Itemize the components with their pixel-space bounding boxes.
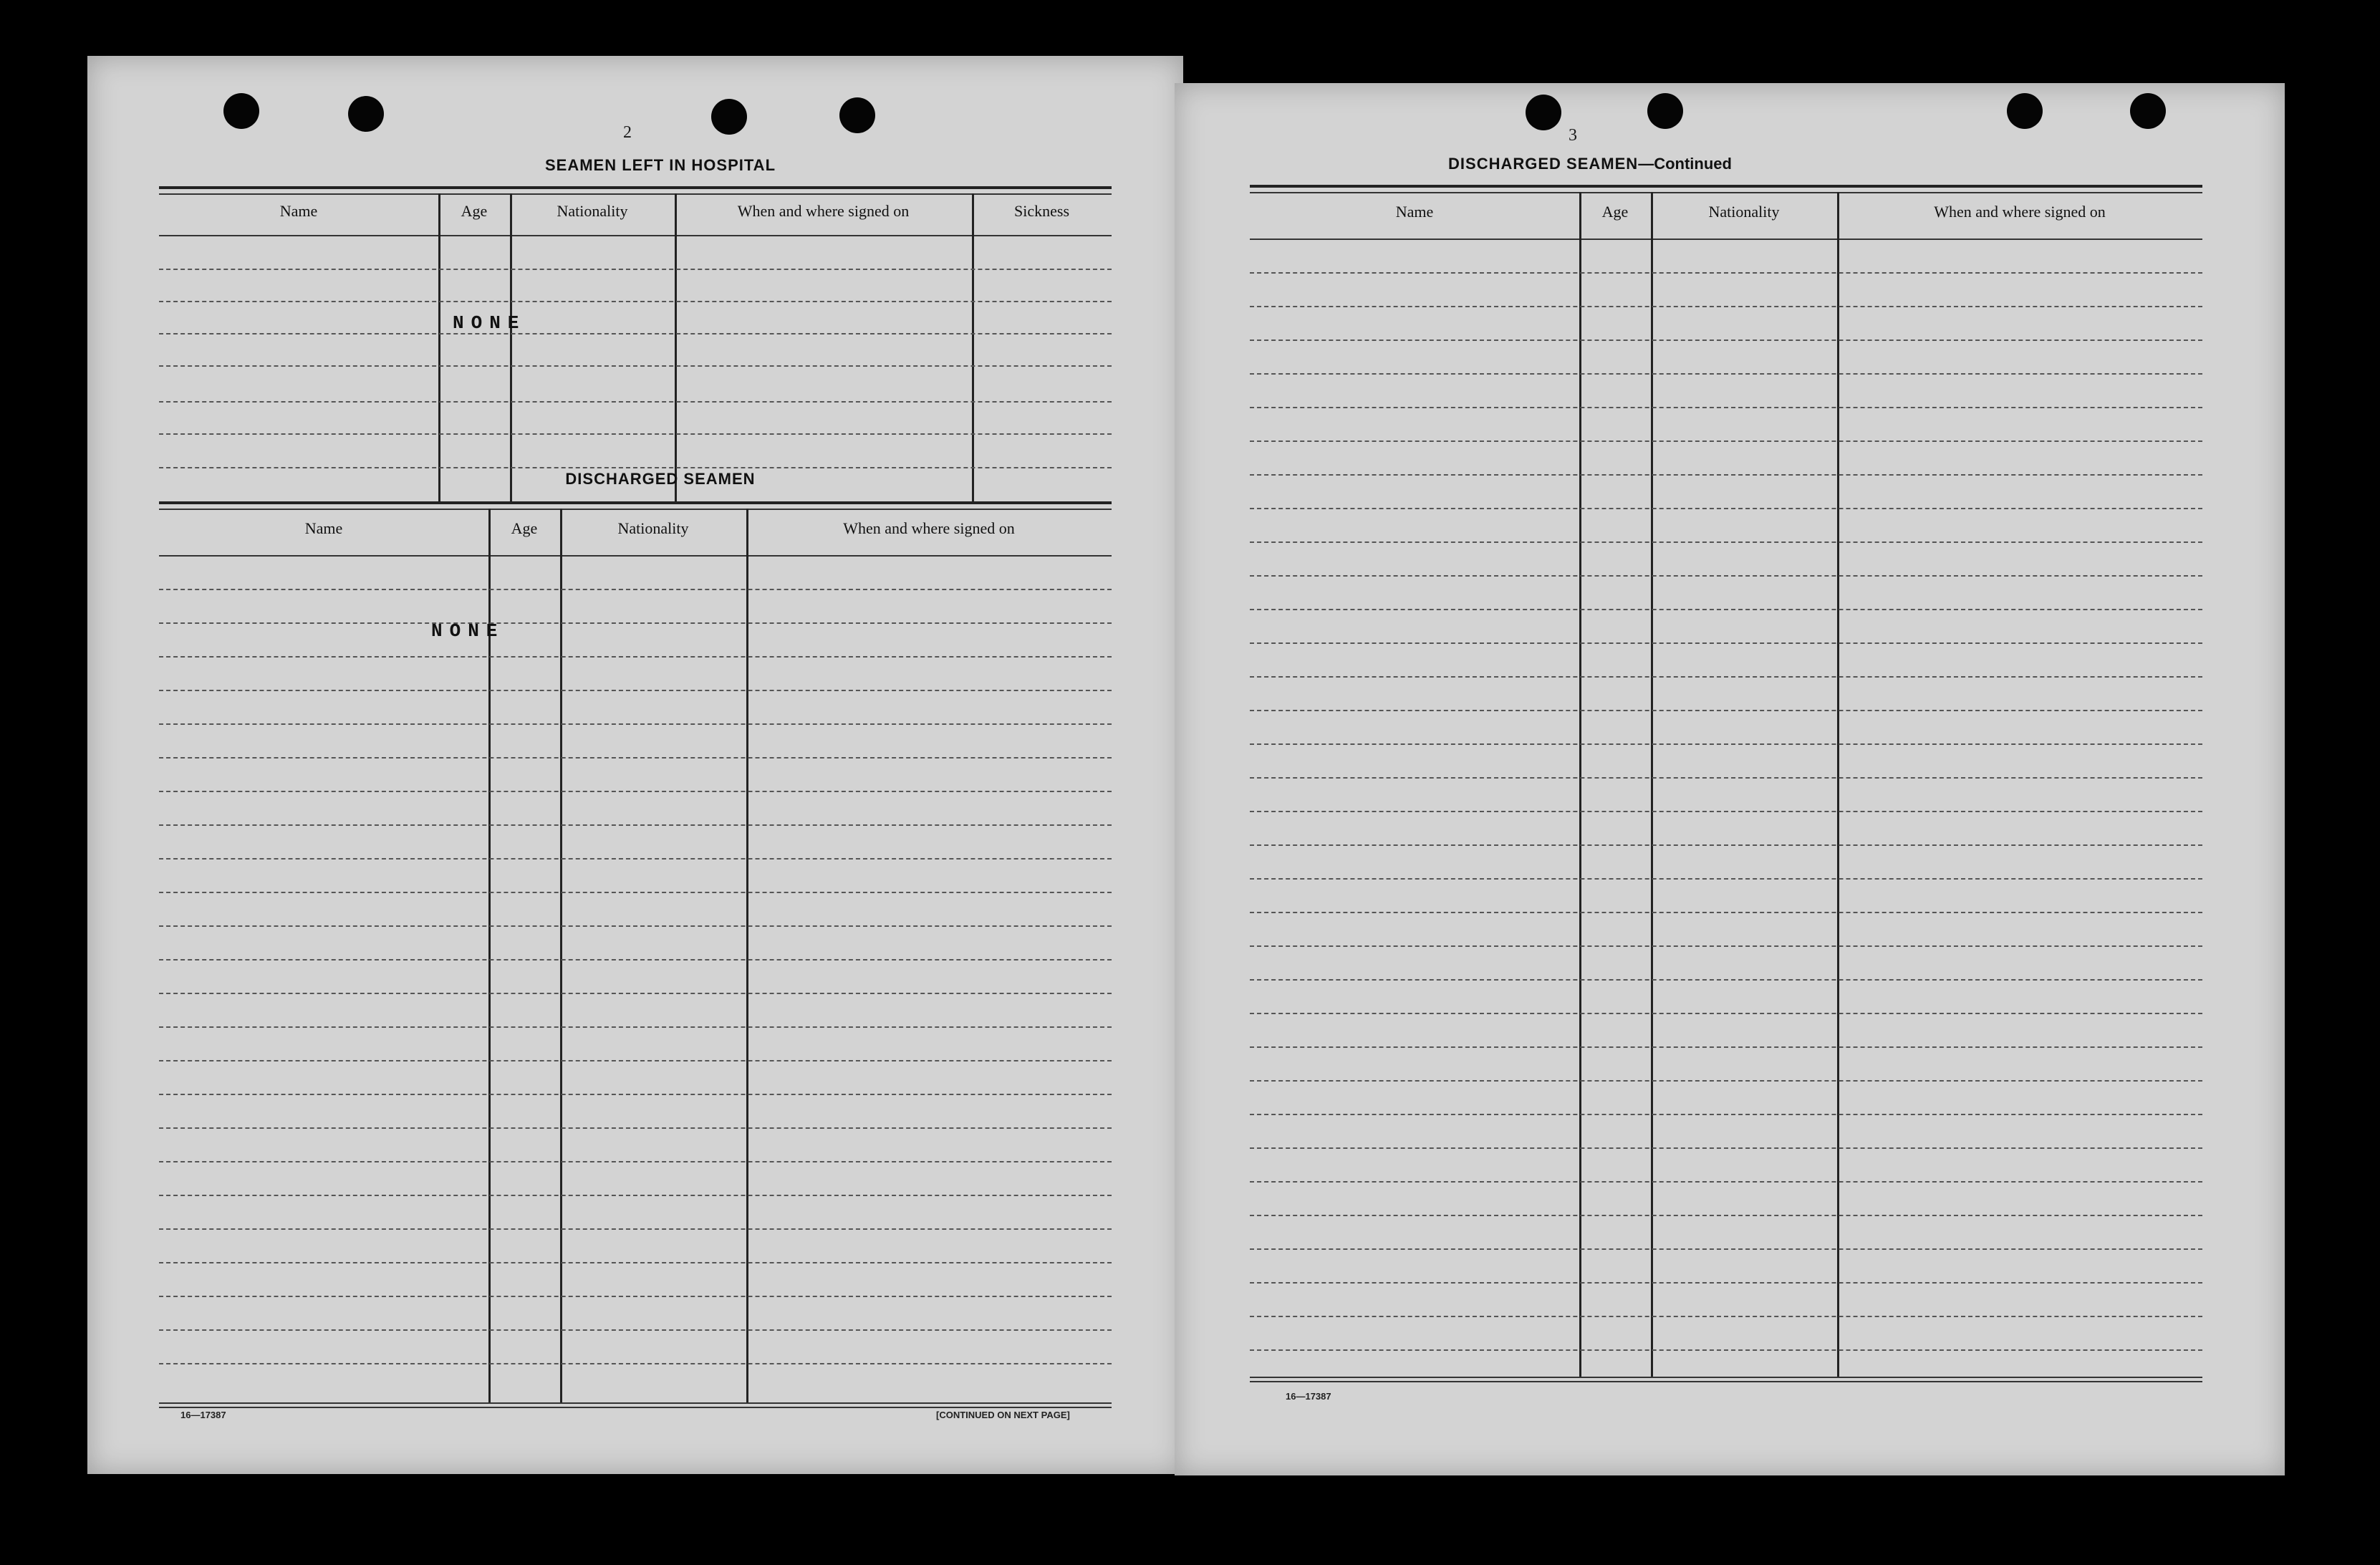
- ruled-line: [1250, 1013, 2202, 1014]
- ruled-line: [1250, 1181, 2202, 1183]
- ruled-line: [159, 892, 1112, 893]
- page-number-right: 3: [1569, 126, 1577, 145]
- ruled-line: [159, 925, 1112, 927]
- page-number-left: 2: [623, 123, 632, 142]
- ruled-line: [1250, 642, 2202, 644]
- ruled-line: [1250, 440, 2202, 442]
- discharged-table: [159, 501, 1112, 1410]
- punch-hole: [711, 99, 747, 135]
- ruled-line: [159, 589, 1112, 590]
- ruled-line: [1250, 1114, 2202, 1115]
- hospital-col-signed-on: When and where signed on: [737, 202, 910, 220]
- ruled-line: [1250, 844, 2202, 846]
- ruled-line: [159, 1296, 1112, 1297]
- right-page: [1175, 83, 2285, 1475]
- ruled-line: [159, 824, 1112, 826]
- ruled-line: [1250, 945, 2202, 947]
- hospital-none-entry: NONE: [453, 312, 526, 334]
- ruled-line: [1250, 811, 2202, 812]
- ruled-line: [1250, 306, 2202, 307]
- ruled-line: [159, 1262, 1112, 1263]
- punch-hole: [348, 96, 384, 132]
- discharged-col-nationality: Nationality: [617, 519, 689, 537]
- ruled-line: [1250, 407, 2202, 408]
- ruled-line: [159, 1060, 1112, 1061]
- ruled-line: [1250, 575, 2202, 577]
- discharged-none-entry: NONE: [431, 620, 505, 642]
- continued-col-signed-on: When and where signed on: [1934, 203, 2106, 221]
- ruled-line: [1250, 1248, 2202, 1250]
- punch-hole: [1526, 95, 1561, 130]
- ruled-line: [1250, 710, 2202, 711]
- punch-hole: [839, 97, 875, 133]
- discharged-section-title: DISCHARGED SEAMEN: [565, 470, 756, 488]
- ruled-line: [159, 1161, 1112, 1162]
- form-number-left: 16—17387: [180, 1410, 226, 1420]
- punch-hole: [2007, 93, 2043, 129]
- ruled-line: [159, 993, 1112, 994]
- right-section-title-suffix: —Continued: [1638, 155, 1732, 173]
- ruled-line: [159, 1026, 1112, 1028]
- continued-table: [1250, 185, 2202, 1388]
- ruled-line: [159, 1094, 1112, 1095]
- form-number-right: 16—17387: [1286, 1391, 1331, 1402]
- ruled-line: [1250, 1046, 2202, 1048]
- continued-col-name: Name: [1395, 203, 1434, 221]
- ruled-line: [159, 723, 1112, 725]
- right-section-title: [1304, 155, 1876, 173]
- left-page: [87, 56, 1183, 1474]
- ruled-line: [1250, 340, 2202, 341]
- ruled-line: [159, 1127, 1112, 1129]
- ruled-line: [1250, 777, 2202, 779]
- ruled-line: [159, 1195, 1112, 1196]
- punch-hole: [223, 93, 259, 129]
- ruled-line: [1250, 979, 2202, 981]
- ruled-line: [159, 791, 1112, 792]
- ruled-line: [1250, 878, 2202, 880]
- ruled-line: [1250, 508, 2202, 509]
- ruled-line: [1250, 1282, 2202, 1284]
- ruled-line: [1250, 272, 2202, 274]
- hospital-col-name: Name: [279, 202, 318, 220]
- continued-col-age: Age: [1601, 203, 1629, 221]
- ruled-line: [159, 656, 1112, 658]
- ruled-line: [1250, 373, 2202, 375]
- punch-hole: [2130, 93, 2166, 129]
- continued-col-nationality: Nationality: [1708, 203, 1780, 221]
- right-section-title-main: DISCHARGED SEAMEN: [1448, 155, 1639, 173]
- discharged-col-name: Name: [304, 519, 343, 537]
- discharged-col-age: Age: [511, 519, 538, 537]
- ruled-line: [1250, 1349, 2202, 1351]
- ruled-line: [159, 690, 1112, 691]
- ruled-line: [159, 1228, 1112, 1230]
- ruled-line: [159, 622, 1112, 624]
- ruled-line: [1250, 1147, 2202, 1149]
- punch-hole: [1647, 93, 1683, 129]
- discharged-col-signed-on: When and where signed on: [843, 519, 1015, 537]
- ruled-line: [1250, 1080, 2202, 1082]
- hospital-section-title: SEAMEN LEFT IN HOSPITAL: [544, 156, 776, 174]
- ruled-line: [159, 858, 1112, 859]
- continued-note: [CONTINUED ON NEXT PAGE]: [936, 1410, 1070, 1420]
- ruled-line: [1250, 1215, 2202, 1216]
- ruled-line: [159, 757, 1112, 759]
- hospital-col-age: Age: [461, 202, 488, 220]
- ruled-line: [1250, 609, 2202, 610]
- ruled-line: [159, 1329, 1112, 1331]
- ruled-line: [1250, 1316, 2202, 1317]
- ruled-line: [1250, 474, 2202, 476]
- hospital-col-sickness: Sickness: [1014, 202, 1069, 220]
- ruled-line: [1250, 743, 2202, 745]
- hospital-col-nationality: Nationality: [557, 202, 628, 220]
- ruled-line: [1250, 541, 2202, 543]
- ruled-line: [159, 1363, 1112, 1364]
- hospital-table: [159, 186, 1112, 505]
- ruled-line: [159, 959, 1112, 960]
- ruled-line: [1250, 912, 2202, 913]
- ruled-line: [1250, 676, 2202, 678]
